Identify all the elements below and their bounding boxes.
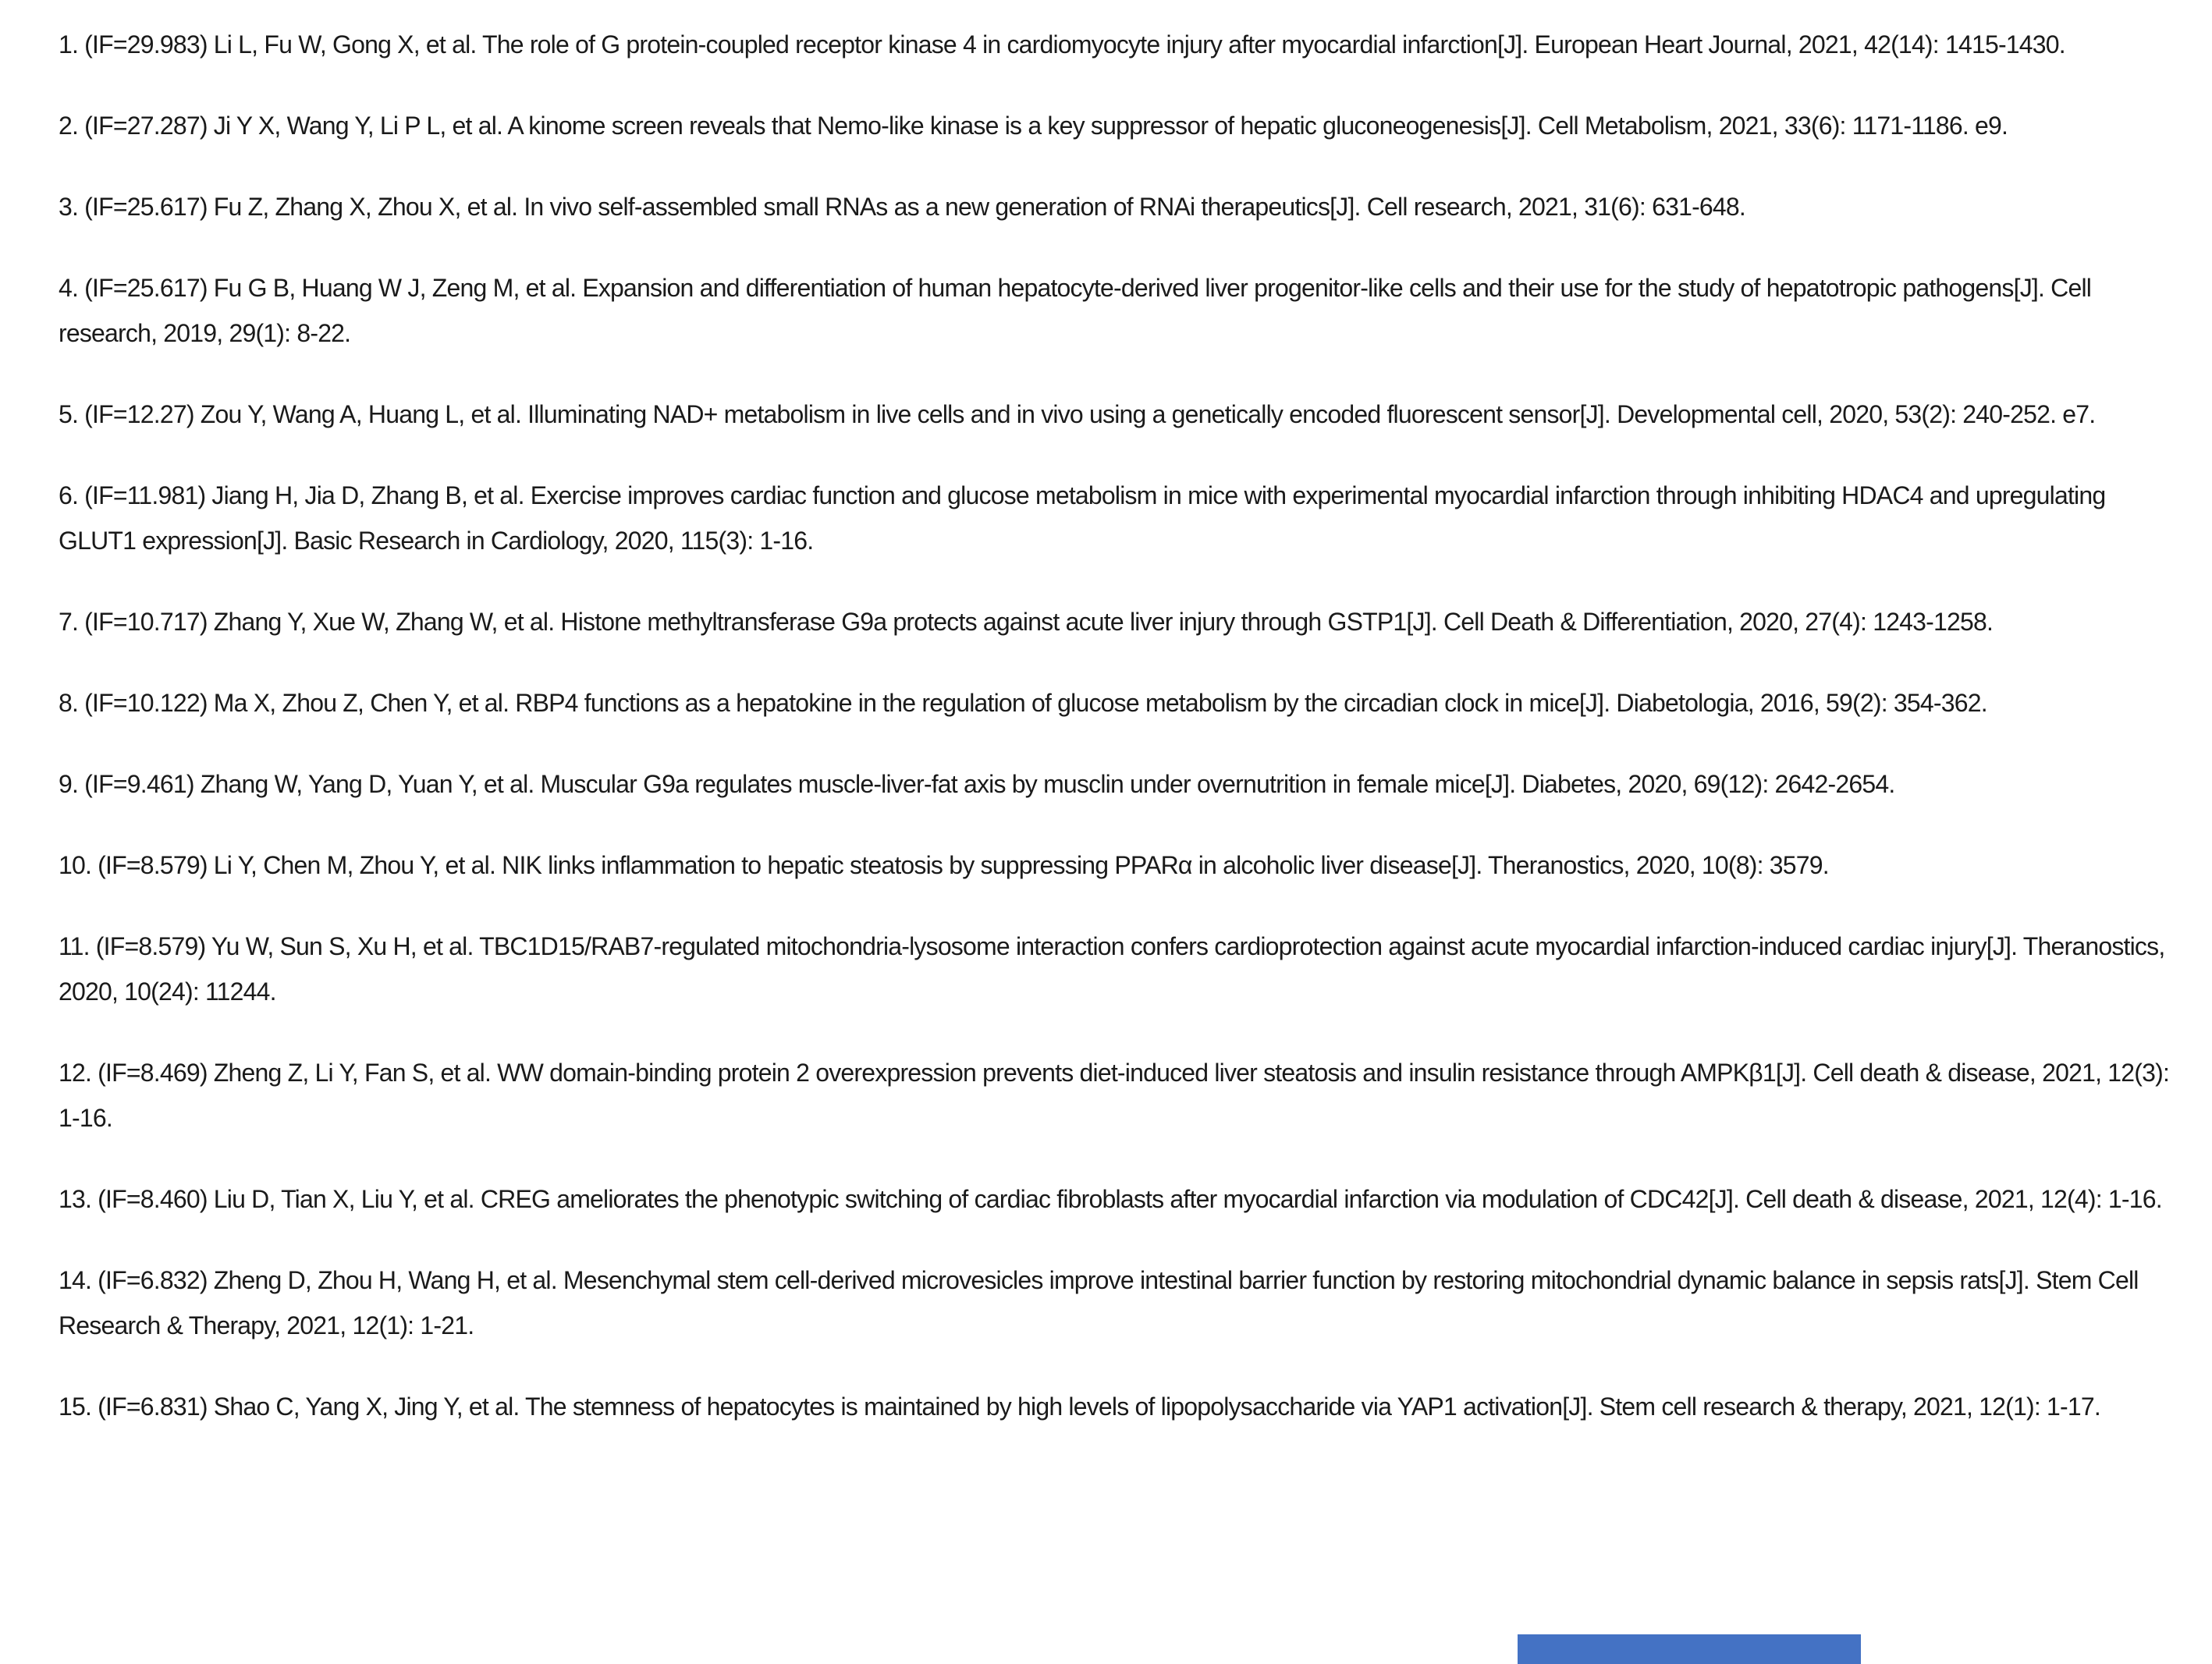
reference-item-1: 1. (IF=29.983) Li L, Fu W, Gong X, et al. The role of G protein-coupled receptor kinase 4 in cardiomyocyte injury after myocardial infarction[J]. European Heart Journal, 2021, 42(14): 1415-1430. <box>59 30 2065 59</box>
horizontal-scrollbar-thumb[interactable] <box>1518 1634 1861 1664</box>
reference-item-7: 7. (IF=10.717) Zhang Y, Xue W, Zhang W, et al. Histone methyltransferase G9a protects against acute liver injury through GSTP1[J]. Cell Death & Differentiation, 2020, 27(4): 1243-1258. <box>59 608 1994 636</box>
reference-item-11: 11. (IF=8.579) Yu W, Sun S, Xu H, et al. TBC1D15/RAB7-regulated mitochondria-lysosome interaction confers cardioprotection against acute myocardial infarction-induced cardiac injury[J]. Theranostics, 2020, 10(24): 11244. <box>59 932 2165 1006</box>
reference-item-5: 5. (IF=12.27) Zou Y, Wang A, Huang L, et al. Illuminating NAD+ metabolism in live cells and in vivo using a genetically encoded fluorescent sensor[J]. Developmental cell, 2020, 53(2): 240-252. e7. <box>59 400 2096 428</box>
reference-item-9: 9. (IF=9.461) Zhang W, Yang D, Yuan Y, et al. Muscular G9a regulates muscle-liver-fat axis by musclin under overnutrition in female mice[J]. Diabetes, 2020, 69(12): 2642-2654. <box>59 770 1895 798</box>
reference-item-13: 13. (IF=8.460) Liu D, Tian X, Liu Y, et al. CREG ameliorates the phenotypic switching of cardiac fibroblasts after myocardial infarction via modulation of CDC42[J]. Cell death & disease, 2021, 12(4): 1-16. <box>59 1185 2162 1213</box>
reference-item-2: 2. (IF=27.287) Ji Y X, Wang Y, Li P L, et al. A kinome screen reveals that Nemo-like kinase is a key suppressor of hepatic gluconeogenesis[J]. Cell Metabolism, 2021, 33(6): 1171-1186. e9. <box>59 112 2008 140</box>
reference-item-14: 14. (IF=6.832) Zheng D, Zhou H, Wang H, et al. Mesenchymal stem cell-derived microvesicles improve intestinal barrier function by restoring mitochondrial dynamic balance in sepsis rats[J]. Stem Cell Research & Therapy, 2021, 12(1): 1-21. <box>59 1266 2139 1339</box>
reference-item-12: 12. (IF=8.469) Zheng Z, Li Y, Fan S, et al. WW domain-binding protein 2 overexpression prevents diet-induced liver steatosis and insulin resistance through AMPKβ1[J]. Cell death & disease, 2021, 12(3): 1-16. <box>59 1059 2170 1132</box>
reference-item-8: 8. (IF=10.122) Ma X, Zhou Z, Chen Y, et al. RBP4 functions as a hepatokine in the regulation of glucose metabolism by the circadian clock in mice[J]. Diabetologia, 2016, 59(2): 354-362. <box>59 689 1987 717</box>
reference-item-6: 6. (IF=11.981) Jiang H, Jia D, Zhang B, et al. Exercise improves cardiac function and glucose metabolism in mice with experimental myocardial infarction through inhibiting HDAC4 and upregulating GLUT1 expression[J]. Basic Research in Cardiology, 2020, 115(3): 1-16. <box>59 481 2106 555</box>
reference-item-4: 4. (IF=25.617) Fu G B, Huang W J, Zeng M, et al. Expansion and differentiation of human hepatocyte-derived liver progenitor-like cells and their use for the study of hepatotropic pathogens[J]. Cell research, 2019, 29(1): 8-22. <box>59 274 2092 347</box>
reference-item-15: 15. (IF=6.831) Shao C, Yang X, Jing Y, et al. The stemness of hepatocytes is maintained by high levels of lipopolysaccharide via YAP1 activation[J]. Stem cell research & therapy, 2021, 12(1): 1-17. <box>59 1393 2100 1421</box>
reference-item-3: 3. (IF=25.617) Fu Z, Zhang X, Zhou X, et al. In vivo self-assembled small RNAs as a new generation of RNAi therapeutics[J]. Cell research, 2021, 31(6): 631-648. <box>59 193 1746 221</box>
reference-item-10: 10. (IF=8.579) Li Y, Chen M, Zhou Y, et al. NIK links inflammation to hepatic steatosis by suppressing PPARα in alcoholic liver disease[J]. Theranostics, 2020, 10(8): 3579. <box>59 851 1829 879</box>
